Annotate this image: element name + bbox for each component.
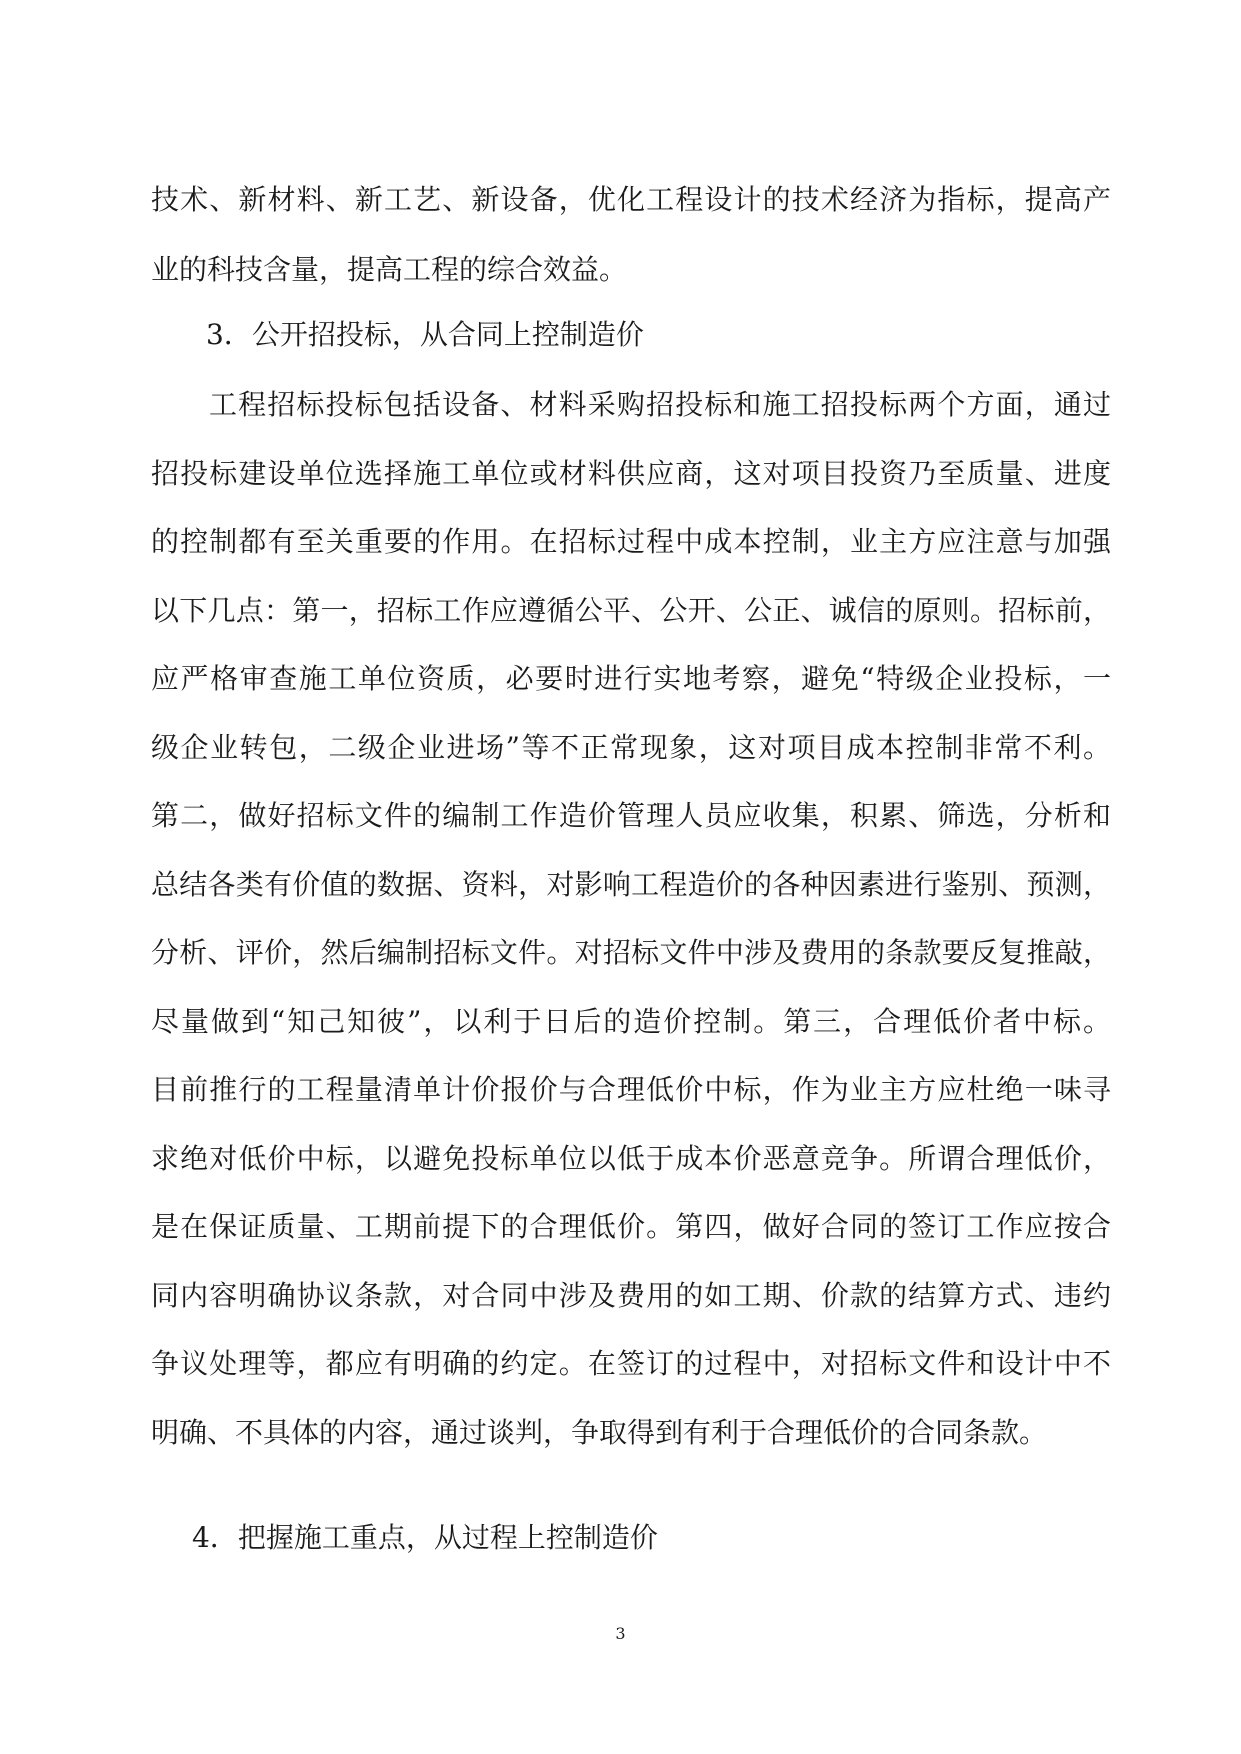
paragraph-2-line-5: 应严格审查施工单位资质，必要时进行实地考察，避免“特级企业投标，一 (151, 662, 1111, 695)
paragraph-2-line-15: 争议处理等，都应有明确的约定。在签订的过程中，对招标文件和设计中不 (151, 1347, 1111, 1380)
paragraph-2-line-9: 分析、评价，然后编制招标文件。对招标文件中涉及费用的条款要反复推敲， (151, 936, 1111, 969)
paragraph-2-line-12: 求绝对低价中标，以避免投标单位以低于成本价恶意竞争。所谓合理低价， (151, 1142, 1111, 1175)
section-3-heading: 3．公开招投标，从合同上控制造价 (206, 318, 644, 351)
paragraph-2-line-7: 第二，做好招标文件的编制工作造价管理人员应收集，积累、筛选，分析和 (151, 799, 1111, 832)
paragraph-1-line-2: 业的科技含量，提高工程的综合效益。 (151, 253, 628, 286)
paragraph-1-line-1: 技术、新材料、新工艺、新设备，优化工程设计的技术经济为指标，提高产 (151, 183, 1111, 216)
paragraph-2-line-16: 明确、不具体的内容，通过谈判，争取得到有利于合理低价的合同条款。 (151, 1416, 1048, 1449)
paragraph-2-line-13: 是在保证质量、工期前提下的合理低价。第四，做好合同的签订工作应按合 (151, 1210, 1111, 1243)
section-4-heading: 4．把握施工重点，从过程上控制造价 (192, 1521, 658, 1554)
paragraph-2-line-3: 的控制都有至关重要的作用。在招标过程中成本控制，业主方应注意与加强 (151, 525, 1111, 558)
paragraph-2-line-1: 工程招标投标包括设备、材料采购招投标和施工招投标两个方面，通过 (209, 388, 1111, 421)
paragraph-2-line-2: 招投标建设单位选择施工单位或材料供应商，这对项目投资乃至质量、进度 (151, 457, 1111, 490)
paragraph-2-line-6: 级企业转包，二级企业进场”等不正常现象，这对项目成本控制非常不利。 (151, 731, 1111, 764)
paragraph-2-line-10: 尽量做到“知己知彼”，以利于日后的造价控制。第三，合理低价者中标。 (151, 1005, 1111, 1038)
page-number: 3 (615, 1624, 626, 1643)
paragraph-2-line-11: 目前推行的工程量清单计价报价与合理低价中标，作为业主方应杜绝一味寻 (151, 1073, 1111, 1106)
paragraph-2-line-8: 总结各类有价值的数据、资料，对影响工程造价的各种因素进行鉴别、预测， (151, 868, 1111, 901)
paragraph-2-line-4: 以下几点：第一，招标工作应遵循公平、公开、公正、诚信的原则。招标前， (151, 594, 1111, 627)
paragraph-2-line-14: 同内容明确协议条款，对合同中涉及费用的如工期、价款的结算方式、违约 (151, 1279, 1111, 1312)
